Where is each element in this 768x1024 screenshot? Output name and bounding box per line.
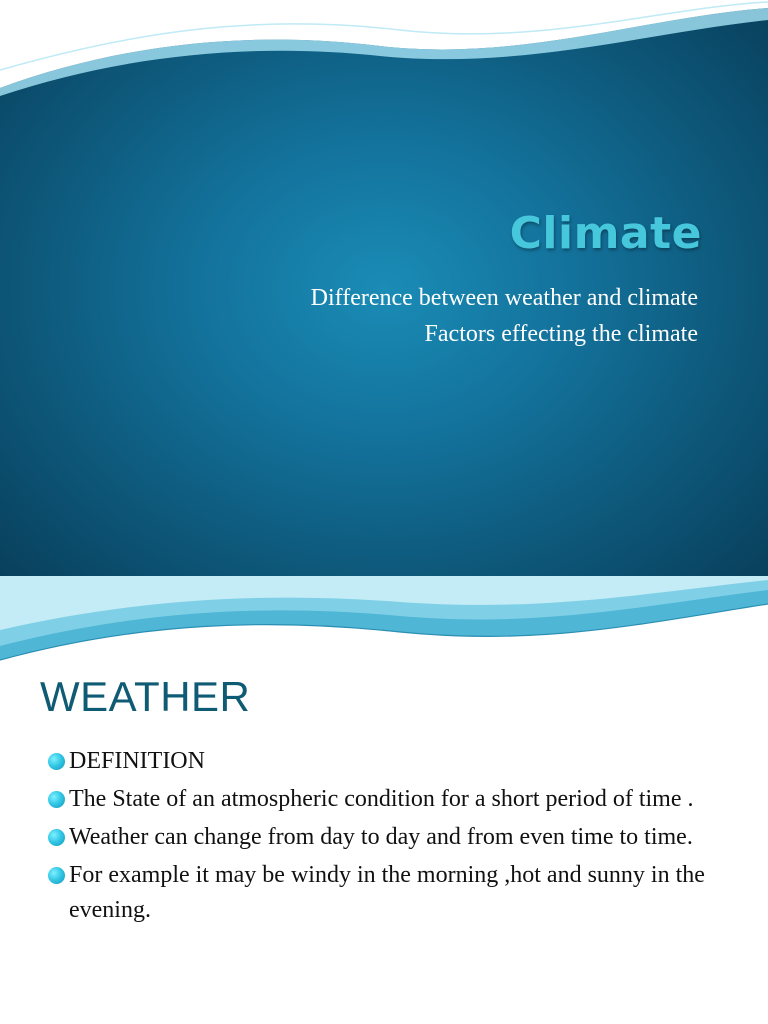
wave-decoration	[0, 576, 768, 666]
bullet-text: Weather can change from day to day and from even time to time.	[69, 824, 693, 850]
bullet-text: For example it may be windy in the morning ,hot and sunny in the evening.	[69, 862, 705, 923]
wave-decoration	[0, 0, 768, 100]
bullet-dot-icon	[48, 867, 65, 884]
list-item	[46, 820, 726, 855]
bullet-dot-icon	[48, 829, 65, 846]
slide-title: Climate	[509, 208, 702, 259]
bullet-list	[46, 744, 726, 931]
slide-subtitle	[311, 280, 698, 352]
subtitle-line: Factors effecting the climate	[424, 321, 698, 347]
bullet-text: DEFINITION	[69, 748, 205, 774]
list-item	[46, 782, 726, 817]
bullet-text: The State of an atmospheric condition for a short period of time .	[69, 786, 694, 812]
content-slide	[0, 576, 768, 1024]
subtitle-line: Difference between weather and climate	[310, 285, 698, 311]
bullet-dot-icon	[48, 753, 65, 770]
list-item	[46, 858, 726, 928]
list-item	[46, 744, 726, 779]
bullet-dot-icon	[48, 791, 65, 808]
slide-heading: WEATHER	[40, 673, 251, 720]
